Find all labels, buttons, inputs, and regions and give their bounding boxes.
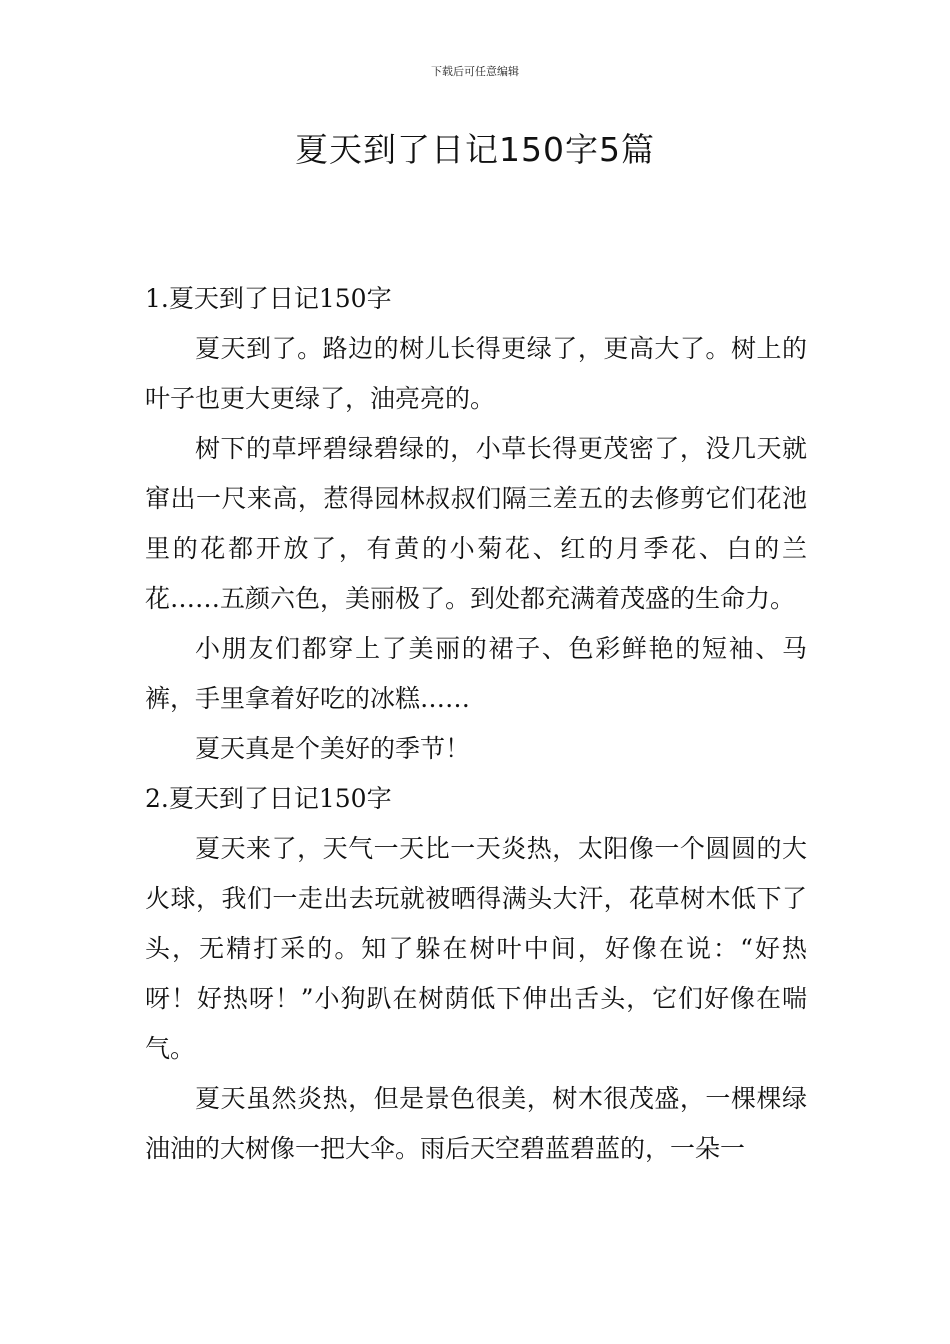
paragraph: 树下的草坪碧绿碧绿的，小草长得更茂密了，没几天就窜出一尺来高，惹得园林叔叔们隔三差五的去修剪它们花池里的花都开放了，有黄的小菊花、红的月季花、白的兰花……五颜六色，美丽极了。到处都充满着茂盛的生命力。 [145,434,807,613]
document-title: 夏天到了日记150字5篇 [295,130,655,169]
header-note: 下载后可任意编辑 [431,65,519,78]
paragraph: 夏天虽然炎热，但是景色很美，树木很茂盛，一棵棵绿油油的大树像一把大伞。雨后天空碧蓝碧蓝的，一朵一 [145,1084,807,1163]
paragraph: 夏天真是个美好的季节！ [195,734,471,763]
paragraph: 夏天到了。路边的树儿长得更绿了，更高大了。树上的叶子也更大更绿了，油亮亮的。 [145,334,807,413]
section-heading-1: 1.夏天到了日记150字 [145,284,392,313]
paragraph: 小朋友们都穿上了美丽的裙子、色彩鲜艳的短袖、马裤，手里拿着好吃的冰糕…… [145,634,807,713]
document-body [145,274,807,1174]
section-heading-2: 2.夏天到了日记150字 [145,784,392,813]
paragraph: 夏天来了，天气一天比一天炎热，太阳像一个圆圆的大火球，我们一走出去玩就被晒得满头大汗，花草树木低下了头，无精打采的。知了躲在树叶中间，好像在说：“好热呀！好热呀！”小狗趴在树荫低下伸出舌头，它们好像在喘气。 [145,834,807,1063]
